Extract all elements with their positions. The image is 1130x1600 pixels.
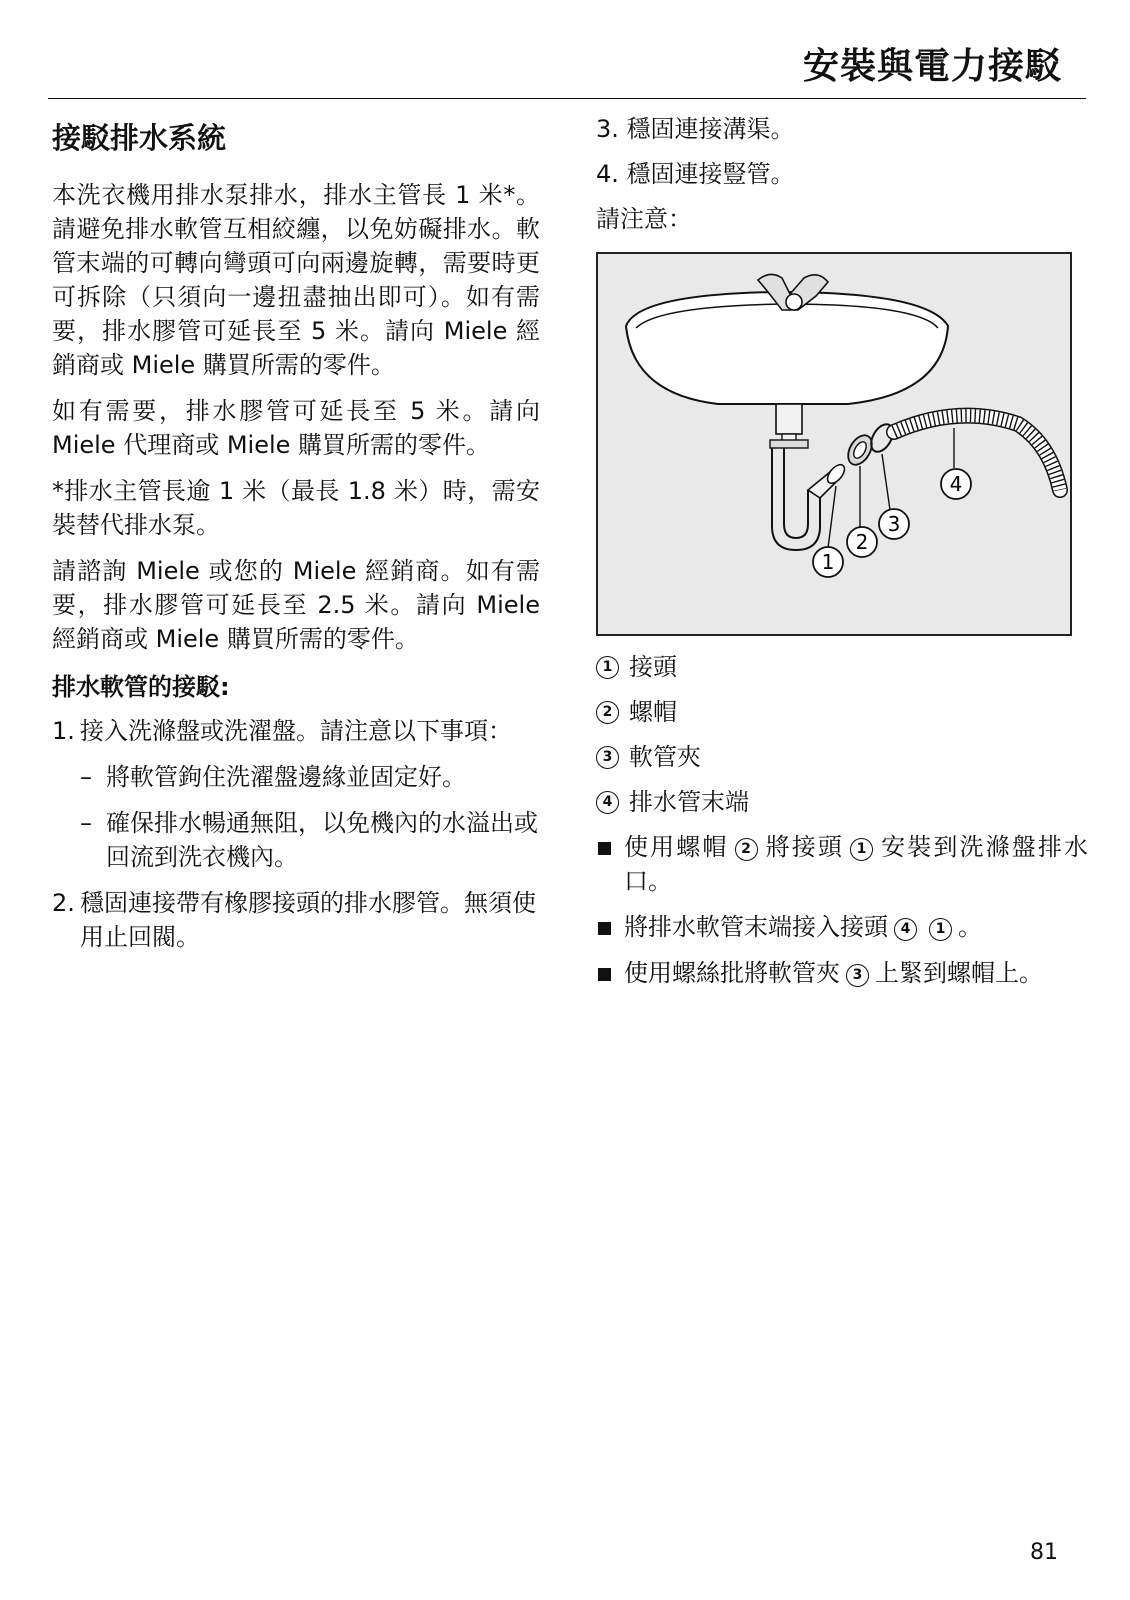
inline-number: 1: [850, 838, 873, 861]
left-column: [52, 112, 540, 966]
step-number: 1.: [52, 717, 75, 745]
legend-item-hose-clip: [596, 740, 1088, 774]
step-text: 穩固連接豎管。: [626, 160, 795, 188]
step-text: 接入洗滌盤或洗濯盤。請注意以下事項：: [80, 717, 512, 745]
legend-item-hose-end: [596, 785, 1088, 819]
legend-text: 排水管末端: [629, 788, 749, 816]
dash-text: 將軟管鉤住洗濯盤邊緣並固定好。: [106, 763, 466, 791]
bullet-text: 上緊到螺帽上。: [875, 959, 1043, 987]
figure-callout-4: 4: [949, 472, 963, 496]
legend-number: 1: [596, 656, 619, 679]
step-number: 2.: [52, 889, 75, 917]
instruction-bullet: [596, 830, 1088, 898]
instruction-bullet: [596, 956, 1088, 990]
step-1: [52, 714, 540, 748]
step-number: 4.: [596, 160, 619, 188]
inline-number: 3: [846, 964, 869, 987]
step-3: [596, 112, 1088, 146]
step-text: 穩固連接溝渠。: [626, 115, 795, 143]
paragraph: 如有需要，排水膠管可延長至 5 米。請向 Miele 代理商或 Miele 購買所需的零件。: [52, 397, 540, 459]
inline-number: 1: [929, 918, 952, 941]
page-header-title: 安裝與電力接駁: [802, 46, 1062, 87]
bullet-text: 使用螺絲批將軟管夾: [624, 959, 840, 987]
step-4: [596, 157, 1088, 191]
legend-text: 螺帽: [629, 698, 677, 726]
legend-item-connector: [596, 650, 1088, 684]
instruction-bullet: [596, 910, 1088, 944]
dash-marker: –: [80, 809, 92, 837]
figure-callout-3: 3: [887, 512, 901, 536]
legend-number: 2: [596, 701, 619, 724]
bullet-text: 安裝到洗滌盤排水口。: [624, 833, 1088, 895]
bullet-text: 使用螺帽: [624, 833, 729, 861]
section-title: 接駁排水系統: [52, 121, 227, 155]
legend-item-nut: [596, 695, 1088, 729]
dash-item: [52, 760, 540, 794]
dash-text: 確保排水暢通無阻，以免機內的水溢出或回流到洗衣機內。: [106, 809, 538, 871]
figure-callout-2: 2: [855, 530, 869, 554]
dash-marker: –: [80, 763, 92, 791]
bullet-text: 。: [958, 913, 982, 941]
header-divider: [48, 98, 1086, 99]
inline-number: 2: [735, 838, 758, 861]
dash-item: [52, 806, 540, 874]
right-column: [596, 112, 1088, 1002]
bullet-text: 將接頭: [763, 833, 844, 861]
subheading: 排水軟管的接駁:: [52, 673, 230, 701]
legend-number: 4: [596, 791, 619, 814]
legend-text: 軟管夾: [629, 743, 701, 771]
figure-callout-1: 1: [821, 550, 835, 574]
page-number: 81: [1030, 1540, 1058, 1565]
bullet-square-icon: [598, 842, 611, 855]
sink-drain-illustration: [596, 252, 1072, 636]
note-label: 請注意：: [596, 205, 692, 233]
bullet-square-icon: [598, 968, 611, 981]
legend-number: 3: [596, 746, 619, 769]
step-number: 3.: [596, 115, 619, 143]
sink-drain-drawing: [598, 254, 1070, 634]
paragraph: 本洗衣機用排水泵排水，排水主管長 1 米*。請避免排水軟管互相絞纏，以免妨礙排水。軟管末端的可轉向彎頭可向兩邊旋轉，需要時更可拆除（只須向一邊扭盡抽出即可）。如有需要，排水膠管可延長至 5 米。請向 Miele 經銷商或 Miele 購買所需的零件。: [52, 181, 540, 379]
paragraph: 請諮詢 Miele 或您的 Miele 經銷商。如有需要，排水膠管可延長至 2.5 米。請向 Miele 經銷商或 Miele 購買所需的零件。: [52, 557, 540, 653]
bullet-text: 將排水軟管末端接入接頭: [624, 913, 888, 941]
step-text: 穩固連接帶有橡膠接頭的排水膠管。無須使用止回閥。: [80, 889, 536, 951]
legend-text: 接頭: [629, 653, 677, 681]
step-2: [52, 886, 540, 954]
footnote-paragraph: *排水主管長逾 1 米（最長 1.8 米）時，需安裝替代排水泵。: [52, 477, 540, 539]
bullet-square-icon: [598, 922, 611, 935]
inline-number: 4: [894, 918, 917, 941]
